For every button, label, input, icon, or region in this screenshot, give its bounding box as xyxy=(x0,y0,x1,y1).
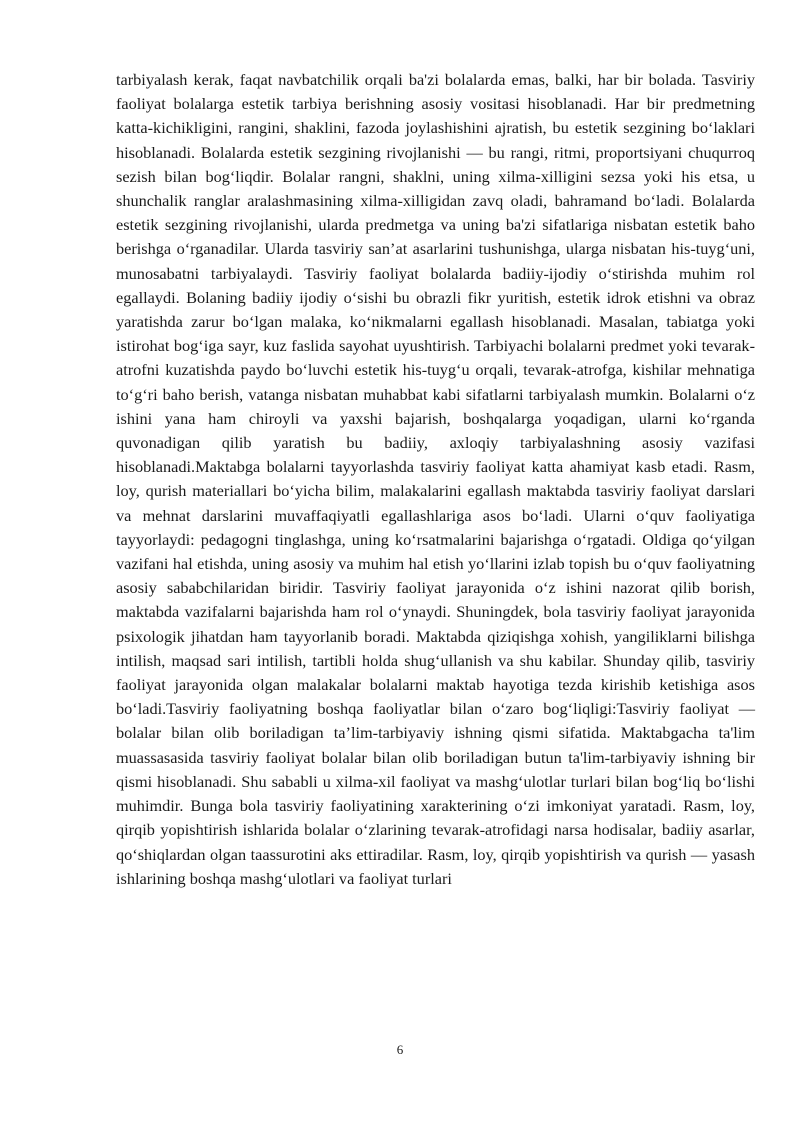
document-page xyxy=(116,68,755,891)
page-number: 6 xyxy=(396,1042,404,1057)
body-paragraph: tarbiyalash kerak, faqat navbatchilik orqali ba'zi bolalarda emas, balki, har bir bolada. Tasviriy faoliyat bolalarga estetik tarbiya berishning asosiy vositasi hisoblanadi. Har bir predmetning katta-kichikligini, rangini, shaklini, fazoda joylashishini ajratish, bu estetik sezgining boʻlaklari hisoblanadi. Bolalarda estetik sezgining rivojlanishi — bu rangi, ritmi, proportsiyani chuqurroq sezish bilan bogʻliqdir. Bolalar rangni, shaklni, uning xilma-xilligini sezsa yoki his etsa, u shunchalik ranglar aralashmasining xilma-xilligidan zavq oladi, bahramand boʻladi. Bolalarda estetik sezgining rivojlanishi, ularda predmetga va uning ba'zi sifatlariga nisbatan estetik baho berishga oʻrganadilar. Ularda tasviriy san’at asarlarini tushunishga, ularga nisbatan his-tuygʻuni, munosabatni tarbiyalaydi. Tasviriy faoliyat bolalarda badiiy-ijodiy oʻstirishda muhim rol egallaydi. Bolaning badiiy ijodiy oʻsishi bu obrazli fikr yuritish, estetik idrok etishni va obraz yaratishda zarur boʻlgan malaka, koʻnikmalarni egallash hisoblanadi. Masalan, tabiatga yoki istirohat bogʻiga sayr, kuz faslida sayohat uyushtirish. Tarbiyachi bolalarni predmet yoki tevarak-atrofni kuzatishda paydo boʻluvchi estetik his-tuygʻu orqali, tevarak-atrofga, kishilar mehnatiga toʻgʻri baho berish, vatanga nisbatan muhabbat kabi sifatlarni tarbiyalash mumkin. Bolalarni oʻz ishini yana ham chiroyli va yaxshi bajarish, boshqalarga yoqadigan, ularni koʻrganda quvonadigan qilib yaratish bu badiiy, axloqiy tarbiyalashning asosiy vazifasi hisoblanadi.Maktabga bolalarni tayyorlashda tasviriy faoliyat katta ahamiyat kasb etadi. Rasm, loy, qurish materiallari boʻyicha bilim, malakalarini egallash maktabda tasviriy faoliyat darslari va mehnat darslarini muvaffaqiyatli egallashlariga asos boʻladi. Ularni oʻquv faoliyatiga tayyorlaydi: pedagogni tinglashga, uning koʻrsatmalarini bajarishga oʻrgatadi. Oldiga qoʻyilgan vazifani hal etishda, uning asosiy va muhim hal etish yoʻllarini izlab topish bu oʻquv faoliyatning asosiy sababchilaridan biridir. Tasviriy faoliyat jarayonida oʻz ishini nazorat qilib borish, maktabda vazifalarni bajarishda ham rol oʻynaydi. Shuningdek, bola tasviriy faoliyat jarayonida psixologik jihatdan ham tayyorlanib boradi. Maktabda qiziqishga xohish, yangiliklarni bilishga intilish, maqsad sari intilish, tartibli holda shugʻullanish va shu kabilar. Shunday qilib, tasviriy faoliyat jarayonida olgan malakalar bolalarni maktab hayotiga tezda kirishib ketishiga asos boʻladi.Tasviriy faoliyatning boshqa faoliyatlar bilan oʻzaro bogʻliqligi:Tasviriy faoliyat — bolalar bilan olib boriladigan ta’lim-tarbiyaviy ishning qismi sifatida. Maktabgacha ta'lim muassasasida tasviriy faoliyat bolalar bilan olib boriladigan butun ta'lim-tarbiyaviy ishning bir qismi hisoblanadi. Shu sababli u xilma-xil faoliyat va mashgʻulotlar turlari bilan bogʻliq boʻlishi muhimdir. Bunga bola tasviriy faoliyatining xarakterining oʻzi imkoniyat yaratadi. Rasm, loy, qirqib yopishtirish ishlarida bolalar oʻzlarining tevarak-atrofidagi narsa hodisalar, badiiy asarlar, qoʻshiqlardan olgan taassurotini aks ettiradilar. Rasm, loy, qirqib yopishtirish va qurish — yasash ishlarining boshqa mashgʻulotlari va faoliyat turlari xyxy=(116,70,755,888)
